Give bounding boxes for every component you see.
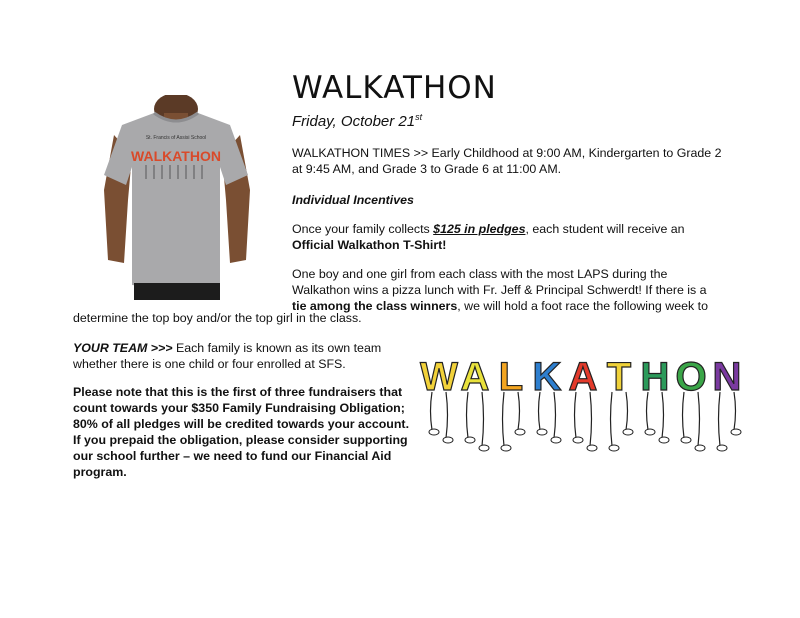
logo-letter: [675, 355, 706, 451]
logo-shoe: [623, 429, 633, 435]
logo-leg: [482, 392, 484, 446]
logo-shoe: [465, 437, 475, 443]
logo-letter-text: A: [460, 355, 490, 399]
logo-shoe: [587, 445, 597, 451]
logo-letter: [533, 355, 562, 443]
logo-leg: [611, 392, 613, 446]
logo-shoe: [659, 437, 669, 443]
team-paragraph: [73, 340, 393, 372]
logo-shoe: [537, 429, 547, 435]
logo-leg: [719, 392, 721, 446]
logo-letter-text: L: [498, 355, 524, 399]
logo-letter: [713, 355, 742, 451]
logo-letter: [499, 355, 525, 451]
fundraising-note: Please note that this is the first of three fundraisers that count towards your $350 Family Fundraising Obligation; 80% of all pledges will be credited towards your account. If you prepaid the obligation, please consider supporting our school further – we need to fund our Financial Aid program.: [73, 385, 410, 479]
logo-letter-text: W: [420, 355, 458, 399]
event-date-suffix: st: [415, 112, 423, 122]
walkathon-times: WALKATHON TIMES >> Early Childhood at 9:00 AM, Kindergarten to Grade 2 at 9:45 AM, and Grade 3 to Grade 6 at 11:00 AM.: [292, 146, 722, 176]
logo-letter: [641, 355, 670, 443]
logo-shoe: [443, 437, 453, 443]
logo-leg: [698, 392, 700, 446]
logo-shoe: [501, 445, 511, 451]
event-date-text: Friday, October 21: [292, 113, 416, 130]
laps-outro: , we will hold a foot race the following week to: [457, 299, 708, 313]
incentives-heading: Individual Incentives: [292, 193, 414, 207]
laps-tie: tie among the class winners: [292, 299, 458, 313]
tshirt-school-text: St. Francis of Assisi School: [145, 135, 207, 141]
page-title: WALKATHON: [292, 70, 497, 106]
pledge-amount: $125 in pledges: [433, 222, 526, 236]
pledge-paragraph: [292, 221, 722, 253]
logo-letter: [607, 355, 633, 451]
pledge-middle: , each student will receive an: [525, 222, 685, 236]
logo-leg: [503, 392, 505, 446]
team-label: YOUR TEAM >>>: [73, 341, 173, 355]
logo-shoe: [681, 437, 691, 443]
logo-letter-text: T: [606, 355, 632, 399]
tshirt-image: [102, 95, 252, 300]
laps-continuation: determine the top boy and/or the top girl in the class.: [73, 311, 362, 325]
logo-shoe: [573, 437, 583, 443]
event-date: [292, 112, 422, 130]
logo-letter: [420, 355, 458, 443]
logo-letter-text: N: [712, 355, 742, 399]
team-text: Each family is known as its own team whether there is one child or four enrolled at SFS.: [73, 341, 382, 371]
logo-shoe: [695, 445, 705, 451]
logo-shoe: [645, 429, 655, 435]
logo-shoe: [429, 429, 439, 435]
tshirt-walkathon-text: WALKATHON: [131, 148, 221, 164]
logo-letter: [461, 355, 490, 451]
logo-letter-text: O: [675, 355, 707, 399]
logo-shoe: [717, 445, 727, 451]
logo-letter: [569, 355, 598, 451]
logo-shoe: [479, 445, 489, 451]
logo-shoe: [731, 429, 741, 435]
logo-shoe: [515, 429, 525, 435]
logo-shoe: [551, 437, 561, 443]
walkathon-logo: [418, 352, 743, 452]
pledge-reward: Official Walkathon T-Shirt!: [292, 238, 447, 252]
logo-shoe: [609, 445, 619, 451]
logo-letter-text: K: [532, 355, 562, 399]
pledge-intro: Once your family collects: [292, 222, 434, 236]
laps-paragraph: [292, 266, 722, 314]
laps-intro: One boy and one girl from each class with the most LAPS during the Walkathon wins a pizza lunch with Fr. Jeff & Principal Schwerdt! If there is a: [292, 267, 707, 297]
logo-letter-text: A: [568, 355, 598, 399]
logo-leg: [590, 392, 592, 446]
logo-letter-text: H: [640, 355, 670, 399]
